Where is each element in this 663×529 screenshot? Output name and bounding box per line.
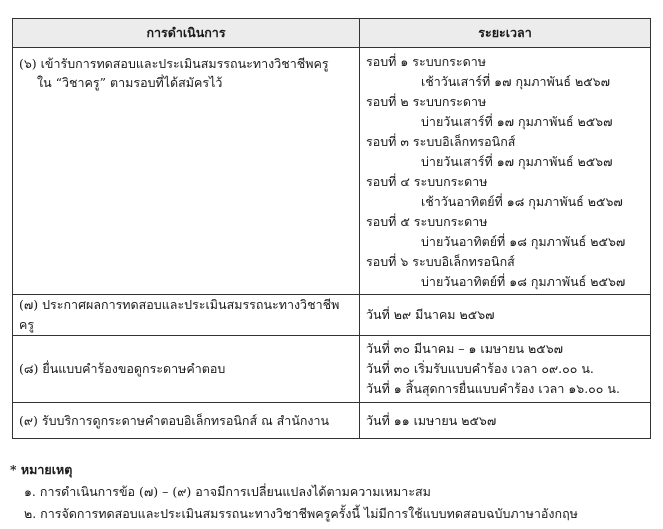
- period-cell-9: วันที่ ๑๑ เมษายน ๒๕๖๗: [360, 403, 651, 439]
- round-detail: เช้าวันอาทิตย์ที่ ๑๘ กุมภาพันธ์ ๒๕๖๗: [421, 194, 623, 209]
- activity-cell-6: [13, 48, 360, 295]
- note-item-1: ๑. การดำเนินการข้อ (๗) – (๙) อาจมีการเปลี่ยนแปลงได้ตามความเหมาะสม: [24, 484, 431, 499]
- notes-heading: * หมายเหตุ: [10, 462, 73, 477]
- round-label: รอบที่ ๕ ระบบกระดาษ: [366, 214, 488, 229]
- round-detail: บ่ายวันอาทิตย์ที่ ๑๘ กุมภาพันธ์ ๒๕๖๗: [421, 234, 626, 249]
- period-cell-8: [360, 336, 651, 403]
- note-item-2: ๒. การจัดการทดสอบและประเมินสมรรถนะทางวิชาชีพครูครั้งนี้ ไม่มีการใช้แบบทดสอบฉบับภาษาอังกฤษ: [24, 506, 578, 521]
- round-item-2: [366, 92, 644, 132]
- table-row-9: [13, 403, 651, 439]
- activity-cell-7: (๗) ประกาศผลการทดสอบและประเมินสมรรถนะทางวิชาชีพครู: [13, 295, 360, 336]
- notes-section: [10, 459, 650, 525]
- round-detail: บ่ายวันอาทิตย์ที่ ๑๘ กุมภาพันธ์ ๒๕๖๗: [421, 274, 626, 289]
- header-period: ระยะเวลา: [360, 19, 651, 48]
- activity-6-line1: (๖) เข้ารับการทดสอบและประเมินสมรรถนะทางวิชาชีพครู: [19, 56, 329, 71]
- table-row-6: [13, 48, 651, 295]
- round-label: รอบที่ ๑ ระบบกระดาษ: [366, 54, 486, 69]
- header-activity: การดำเนินการ: [13, 19, 360, 48]
- period-8-line3: วันที่ ๑ สิ้นสุดการยื่นแบบคำร้อง เวลา ๑๖.๐๐ น.: [366, 381, 620, 396]
- round-item-6: [366, 252, 644, 292]
- table-header-row: [13, 19, 651, 48]
- period-8-line1: วันที่ ๓๐ มีนาคม – ๑ เมษายน ๒๕๖๗: [366, 341, 564, 356]
- round-item-5: [366, 212, 644, 252]
- round-item-4: [366, 172, 644, 212]
- round-label: รอบที่ ๔ ระบบกระดาษ: [366, 174, 488, 189]
- round-detail: บ่ายวันเสาร์ที่ ๑๗ กุมภาพันธ์ ๒๕๖๗: [421, 154, 613, 169]
- round-label: รอบที่ ๒ ระบบกระดาษ: [366, 94, 487, 109]
- activity-6-line2: ใน “วิชาครู” ตามรอบที่ได้สมัครไว้: [37, 75, 223, 90]
- period-cell-6: [360, 48, 651, 295]
- schedule-table: [12, 18, 651, 439]
- table-row-7: [13, 295, 651, 336]
- round-detail: บ่ายวันเสาร์ที่ ๑๗ กุมภาพันธ์ ๒๕๖๗: [421, 114, 613, 129]
- period-cell-7: วันที่ ๒๙ มีนาคม ๒๕๖๗: [360, 295, 651, 336]
- period-8-line2: วันที่ ๓๐ เริ่มรับแบบคำร้อง เวลา ๐๙.๐๐ น.: [366, 361, 594, 376]
- table-row-8: [13, 336, 651, 403]
- round-label: รอบที่ ๓ ระบบอิเล็กทรอนิกส์: [366, 134, 516, 149]
- activity-cell-8: (๘) ยื่นแบบคำร้องขอดูกระดาษคำตอบ: [13, 336, 360, 403]
- activity-cell-9: (๙) รับบริการดูกระดาษคำตอบอิเล็กทรอนิกส์ ณ สำนักงาน: [13, 403, 360, 439]
- round-item-1: [366, 52, 644, 92]
- round-label: รอบที่ ๖ ระบบอิเล็กทรอนิกส์: [366, 254, 515, 269]
- round-detail: เช้าวันเสาร์ที่ ๑๗ กุมภาพันธ์ ๒๕๖๗: [421, 74, 610, 89]
- round-item-3: [366, 132, 644, 172]
